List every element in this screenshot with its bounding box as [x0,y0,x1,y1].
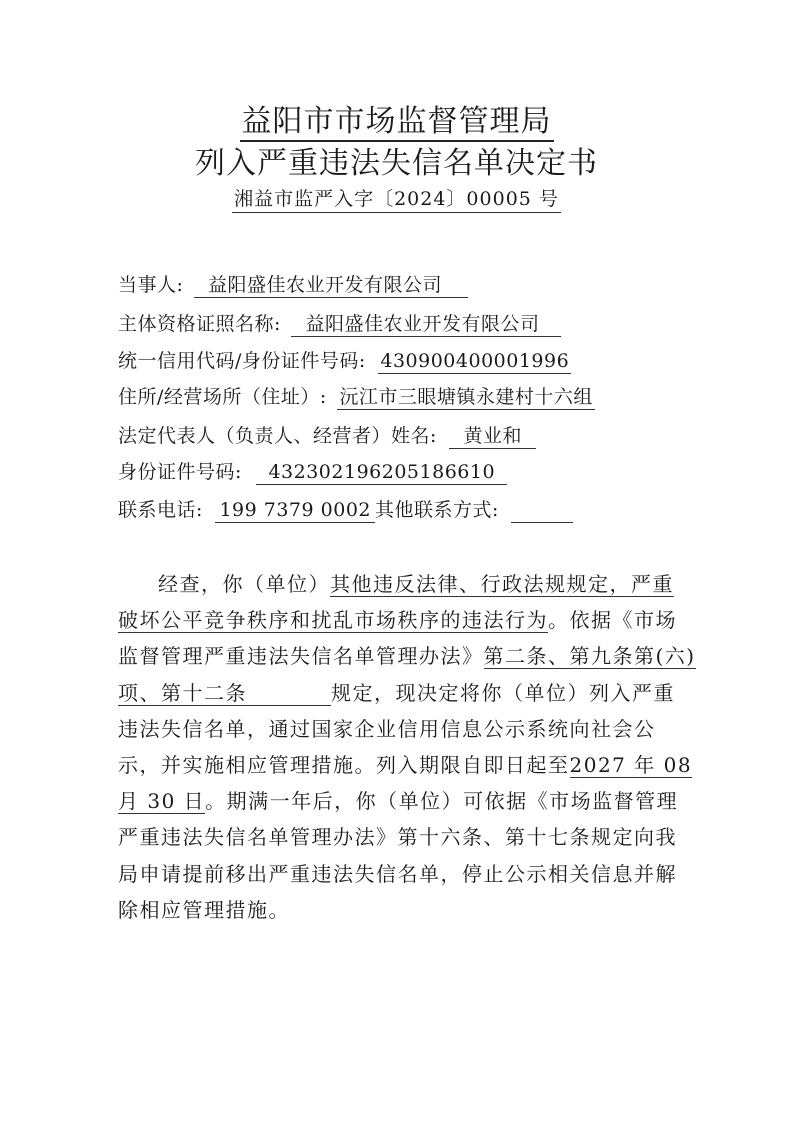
address-value: 沅江市三眼塘镇永建村十六组 [339,386,593,408]
party-row [118,272,468,298]
credit-code-value: 430900400001996 [380,350,570,372]
address-row [118,384,595,410]
party-label: 当事人: [118,274,184,296]
legal-rep-row [118,423,536,449]
body-line-4: 项、第十二条 规定，现决定将你（单位）列入严重 [118,680,675,705]
body-line-9: 局申请提前移出严重违法失信名单，停止公示相关信息并解 [118,861,677,886]
id-number-value: 432302196205186610 [256,460,507,485]
body-line-3: 监督管理严重违法失信名单管理办法》第二条、第九条第(六) [118,644,696,669]
body-line-1: 经查，你（单位）其他违反法律、行政法规规定，严重 [158,572,674,596]
credit-code-label: 统一信用代码/身份证件号码: [118,350,366,372]
body-line-8: 严重违法失信名单管理办法》第十六条、第十七条规定向我 [118,825,677,850]
document-number: 湘益市监严入字〔2024〕00005 号 [0,186,793,212]
document-title: 列入严重违法失信名单决定书 [195,146,598,181]
id-number-label: 身份证件号码: [118,461,242,483]
phone-value: 199 7379 0002 [215,498,375,523]
body-line-6: 示，并实施相应管理措施。列入期限自即日起至2027 年 08 [118,752,693,777]
decision-body [118,566,696,928]
body-line-2: 破坏公平竞争秩序和扰乱市场秩序的违法行为。依据《市场 [118,608,677,633]
entity-value: 益阳盛佳农业开发有限公司 [291,312,561,337]
id-number-row [118,459,507,485]
party-value: 益阳盛佳农业开发有限公司 [194,273,468,298]
other-contact-blank [511,498,573,523]
authority-title: 益阳市市场监督管理局 [0,104,793,140]
contact-row [118,497,573,523]
entity-label: 主体资格证照名称: [118,313,281,335]
body-line-7: 月 30 日。期满一年后，你（单位）可依据《市场监督管理 [118,789,679,814]
body-line-10: 除相应管理措施。 [118,897,290,922]
address-label: 住所/经营场所（住址）: [118,386,327,408]
other-contact-label: 其他联系方式: [375,499,499,521]
body-line-5: 违法失信名单，通过国家企业信用信息公示系统向社会公 [118,716,656,741]
phone-label: 联系电话: [118,499,203,521]
legal-rep-label: 法定代表人（负责人、经营者）姓名: [118,425,437,447]
credit-code-row [118,348,571,374]
legal-rep-value: 黄业和 [449,424,536,449]
entity-row [118,311,561,337]
